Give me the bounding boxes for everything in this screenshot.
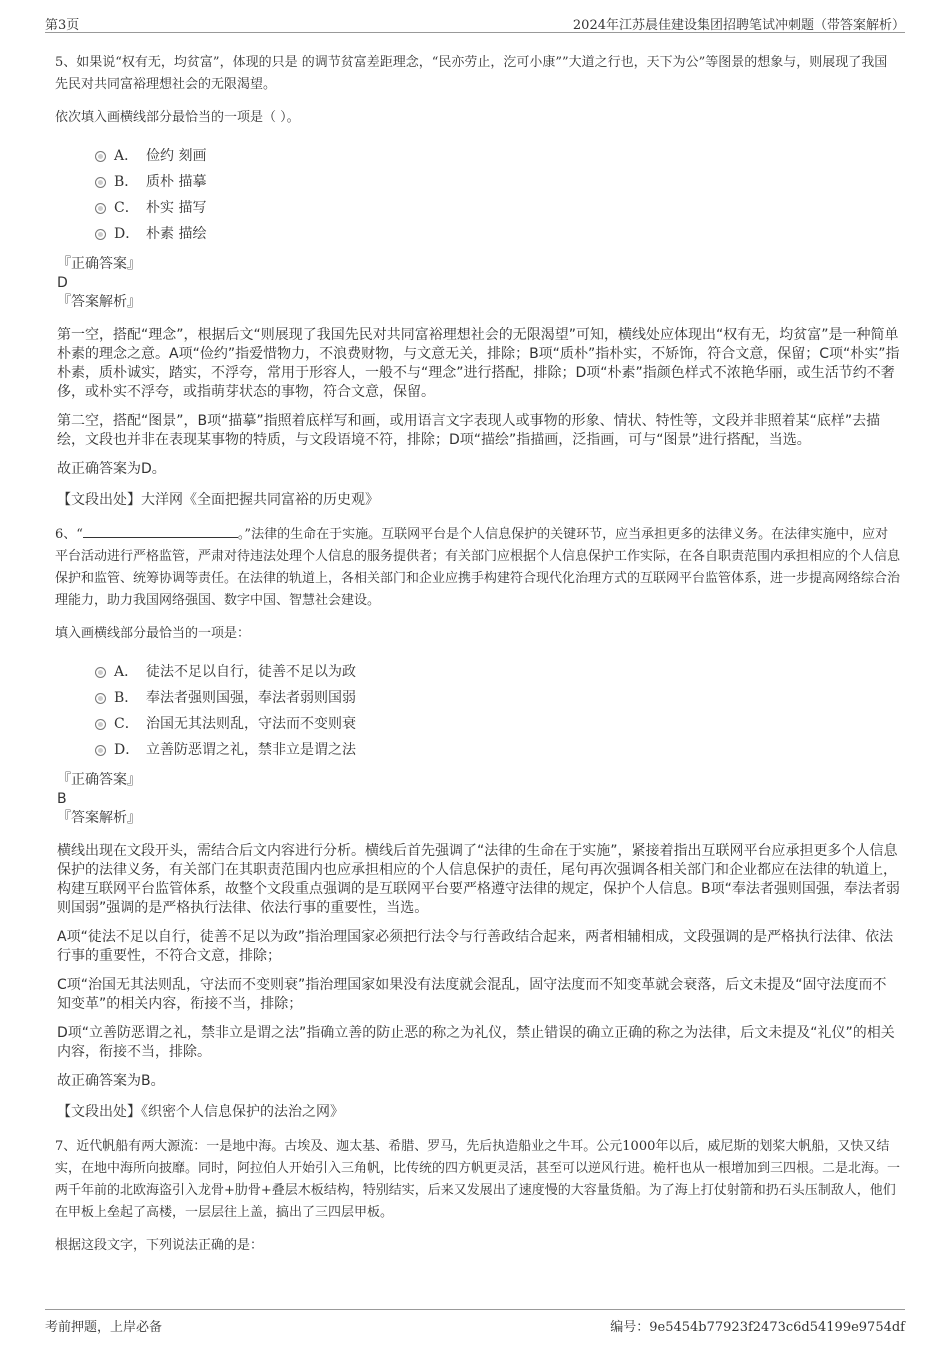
question-7 <box>55 1136 900 1257</box>
option-d[interactable]: D． 立善防恶谓之礼，禁非立是谓之法 <box>95 737 900 763</box>
source-citation: 【文段出处】大洋网《全面把握共同富裕的历史观》 <box>57 492 379 508</box>
question-instruction: 根据这段文字，下列说法正确的是： <box>55 1238 264 1253</box>
radio-icon[interactable] <box>95 667 106 678</box>
question-stem: 5、如果说“权有无，均贫富”，体现的只是 的调节贫富差距理念，“民亦劳止，汔可小康””大道之行也，天下为公”等图景的想象与，则展现了我国先民对共同富裕理想社会的无限渴望。 <box>55 55 888 92</box>
option-c[interactable]: C． 治国无其法则乱，守法而不变则衰 <box>95 711 900 737</box>
source-citation: 【文段出处】《织密个人信息保护的法治之网》 <box>57 1104 344 1120</box>
fill-blank-line <box>83 524 238 538</box>
option-b[interactable]: B． 质朴 描摹 <box>95 169 900 195</box>
analysis-label: 『答案解析』 <box>57 294 141 310</box>
correct-answer-label: 『正确答案』 <box>57 772 141 788</box>
question-6 <box>55 524 900 1122</box>
correct-answer: B <box>57 791 67 807</box>
option-b[interactable]: B． 奉法者强则国强，奉法者弱则国弱 <box>95 685 900 711</box>
radio-icon[interactable] <box>95 203 106 214</box>
question-5 <box>55 52 900 510</box>
question-stem: 6、“ 。”法律的生命在于实施。互联网平台是个人信息保护的关键环节，应当承担更多的法律义务。在法律实施中，应对平台活动进行严格监管，严肃对待违法处理个人信息的服务提供者；有关部门应根据个人信息保护工作实际，在各自职责范围内承担相应的个人信息保护和监管、统筹协调等责任。在法律的轨道上，各相关部门和企业应携手构建符合现代化治理方式的互联网平台监管体系，进一步提高网络综合治理能力，助力我国网络强国、数字中国、智慧社会建设。 <box>55 524 900 612</box>
page-number: 第3页 <box>45 18 80 33</box>
analysis-paragraph: 故正确答案为D。 <box>57 461 166 477</box>
question-instruction: 填入画横线部分最恰当的一项是： <box>55 626 251 641</box>
correct-answer: D <box>57 275 68 291</box>
analysis-paragraph: 横线出现在文段开头，需结合后文内容进行分析。横线后首先强调了“法律的生命在于实施”，紧接着指出互联网平台应承担更多个人信息保护的法律义务，有关部门在其职责范围内也应承担相应的个人信息保护的责任，尾句再次强调各相关部门和企业都应在法律的轨道上，构建互联网平台监管体系，故整个文段重点强调的是互联网平台要严格遵守法律的规定，保护个人信息。B项“奉法者强则国强，奉法者弱则国弱”强调的是严格执行法律、依法行事的重要性，当选。 <box>57 843 900 916</box>
analysis-paragraph: 第一空，搭配“理念”，根据后文“则展现了我国先民对共同富裕理想社会的无限渴望”可知，横线处应体现出“权有无，均贫富”是一种简单朴素的理念之意。A项“俭约”指爱惜物力，不浪费财物，与文意无关，排除；B项“质朴”指朴实，不矫饰，符合文意，保留；C项“朴实”指朴素，质朴诚实，踏实，不浮夸，常用于形容人，一般不与“理念”进行搭配，排除；D项“朴素”指颜色样式不浓艳华丽，或生活节约不奢侈，或朴实不浮夸，或指萌芽状态的事物，符合文意，保留。 <box>57 327 900 400</box>
radio-icon[interactable] <box>95 693 106 704</box>
page-header <box>45 12 905 33</box>
analysis-paragraph: 故正确答案为B。 <box>57 1073 165 1089</box>
radio-icon[interactable] <box>95 151 106 162</box>
page-footer <box>45 1309 905 1336</box>
radio-icon[interactable] <box>95 177 106 188</box>
radio-icon[interactable] <box>95 229 106 240</box>
option-d[interactable]: D． 朴素 描绘 <box>95 221 900 247</box>
document-code: 编号：9e5454b77923f2473c6d54199e9754df <box>610 1320 905 1335</box>
page-content <box>55 52 900 1271</box>
question-instruction: 依次填入画横线部分最恰当的一项是（ ）。 <box>55 110 300 125</box>
analysis-paragraph: C项“治国无其法则乱，守法而不变则衰”指治理国家如果没有法度就会混乱，固守法度而不知变革就会衰落，后文未提及“固守法度而不知变革”的相关内容，衔接不当，排除； <box>57 977 887 1012</box>
radio-icon[interactable] <box>95 719 106 730</box>
analysis-label: 『答案解析』 <box>57 810 141 826</box>
option-a[interactable]: A． 徒法不足以自行，徒善不足以为政 <box>95 659 900 685</box>
analysis-paragraph: D项“立善防恶谓之礼，禁非立是谓之法”指确立善的防止恶的称之为礼仪，禁止错误的确立正确的称之为法律，后文未提及“礼仪”的相关内容，衔接不当，排除。 <box>57 1025 895 1060</box>
analysis-paragraph: 第二空，搭配“图景”，B项“描摹”指照着底样写和画，或用语言文字表现人或事物的形象、情状、特性等，文段并非照着某“底样”去描绘，文段也并非在表现某事物的特质，与文段语境不符，排除；D项“描绘”指描画，泛指画，可与“图景”进行搭配，当选。 <box>57 413 881 448</box>
option-a[interactable]: A． 俭约 刻画 <box>95 143 900 169</box>
option-c[interactable]: C． 朴实 描写 <box>95 195 900 221</box>
options-list <box>95 143 900 247</box>
radio-icon[interactable] <box>95 745 106 756</box>
options-list <box>95 659 900 763</box>
correct-answer-label: 『正确答案』 <box>57 256 141 272</box>
question-stem: 7、近代帆船有两大源流：一是地中海。古埃及、迦太基、希腊、罗马，先后执造船业之牛耳。公元1000年以后，威尼斯的划桨大帆船，又快又结实，在地中海所向披靡。同时，阿拉伯人开始引入三角帆，比传统的四方帆更灵活，甚至可以逆风行进。桅杆也从一根增加到三四根。二是北海。一两千年前的北欧海盗引入龙骨+肋骨+叠层木板结构，特别结实，后来又发展出了速度慢的大容量货船。为了海上打仗射箭和扔石头压制敌人，他们在甲板上垒起了高楼，一层层往上盖，搞出了三四层甲板。 <box>55 1139 901 1220</box>
footer-slogan: 考前押题，上岸必备 <box>45 1320 163 1335</box>
analysis-paragraph: A项“徒法不足以自行，徒善不足以为政”指治理国家必须把行法令与行善政结合起来，两者相辅相成，文段强调的是严格执行法律、依法行事的重要性，不符合文意，排除； <box>57 929 894 964</box>
document-title: 2024年江苏晨佳建设集团招聘笔试冲刺题（带答案解析） <box>572 18 905 33</box>
